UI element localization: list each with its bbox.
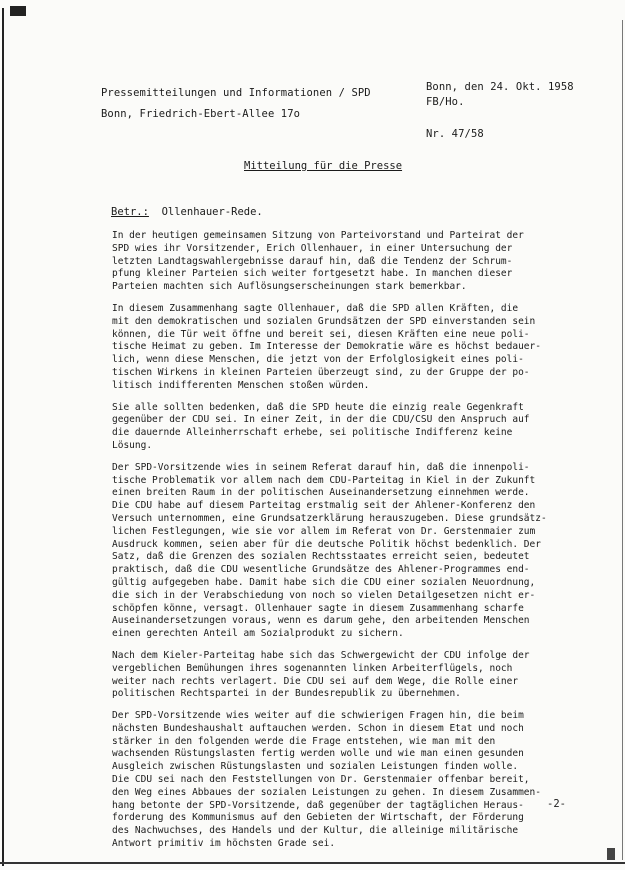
subject-label: Betr.: — [111, 206, 149, 218]
document-date: Bonn, den 24. Okt. 1958 — [426, 81, 574, 93]
text-line: Parteien machten sich Auflösungserscheinungen stark bemerkbar. — [112, 281, 467, 293]
subject-line — [111, 206, 263, 218]
text-line: können, die Tür weit öffne und bereit sei, diesen Kräften eine neue poli- — [112, 328, 530, 340]
scan-mark — [10, 6, 26, 16]
text-line: pfung kleiner Parteien sich weiter fortgesetzt habe. In manchen dieser — [112, 268, 513, 280]
text-line: Lösung. — [112, 439, 153, 451]
document-number: Nr. 47/58 — [426, 128, 484, 140]
text-line: Die CDU sei nach den Feststellungen von Dr. Gerstenmaier offenbar bereit, — [112, 774, 530, 786]
text-line: weiter nach rechts verlagert. Die CDU sei auf dem Wege, die Rolle einer — [112, 675, 519, 687]
text-line: schöpfen könne, versagt. Ollenhauer sagte in diesem Zusammenhang scharfe — [112, 602, 524, 614]
text-line: letzten Landtagswahlergebnisse darauf hin, daß die Tendenz der Schrum- — [112, 255, 513, 267]
page-continuation: -2- — [547, 798, 566, 810]
text-line: litisch indifferenten Menschen stoßen würden. — [112, 379, 370, 391]
text-line: Sie alle sollten bedenken, daß die SPD heute die einzig reale Gegenkraft — [112, 401, 524, 413]
text-line: praktisch, daß die CDU wesentliche Grundsätze des Ahlener-Programmes end- — [112, 564, 530, 576]
paragraph — [112, 462, 582, 641]
text-line: einen gerechten Anteil am Sozialprodukt zu sichern. — [112, 628, 404, 640]
text-line: vergeblichen Bemühungen ihres sogenannten linken Arbeiterflügels, noch — [112, 662, 513, 674]
text-line: hang betonte der SPD-Vorsitzende, daß gegenüber der tagtäglichen Heraus- — [112, 799, 524, 811]
text-line: die dauernde Alleinherrschaft erhebe, sei politische Indifferenz keine — [112, 427, 513, 439]
text-line: forderung des Kommunismus auf den Gebieten der Wirtschaft, der Förderung — [112, 812, 524, 824]
text-line: stärker in den folgenden werde die Frage entstehen, wie man mit den — [112, 735, 496, 747]
paragraph — [112, 402, 582, 453]
text-line: Der SPD-Vorsitzende wies weiter auf die schwierigen Fragen hin, die beim — [112, 710, 524, 722]
text-line: gegenüber der CDU sei. In einer Zeit, in der die CDU/CSU den Anspruch auf — [112, 414, 530, 426]
paragraph — [112, 230, 582, 294]
text-line: mit den demokratischen und sozialen Grundsätzen der SPD einverstanden sein — [112, 315, 536, 327]
body-text — [112, 230, 582, 860]
text-line: tischen Wirkens in kleinen Parteien überzeugt sind, zu der Gruppe der po- — [112, 366, 530, 378]
scan-edge-right — [622, 20, 623, 860]
text-line: In der heutigen gemeinsamen Sitzung von Parteivorstand und Parteirat der — [112, 230, 524, 241]
subject-text: Ollenhauer-Rede. — [161, 206, 263, 218]
text-line: Nach dem Kieler-Parteitag habe sich das Schwergewicht der CDU infolge der — [112, 649, 530, 661]
text-line: nächsten Bundeshaushalt auftauchen werden. Schon in diesem Etat und noch — [112, 722, 524, 734]
text-line: Ausdruck kommen, seien aber für die deutsche Politik höchst bedenklich. Der — [112, 538, 541, 550]
scan-mark — [607, 848, 615, 860]
organization-name: Pressemitteilungen und Informationen / SPD — [101, 87, 371, 99]
text-line: SPD wies ihr Vorsitzender, Erich Ollenhauer, in einer Untersuchung der — [112, 242, 513, 254]
text-line: die sich in der Verabschiedung von noch so vielen Detailgesetzen nicht er- — [112, 589, 536, 601]
text-line: wachsenden Rüstungslasten fertig werden wolle und wie man einen gesunden — [112, 748, 524, 760]
reference-code: FB/Ho. — [426, 96, 465, 108]
scan-edge-bottom — [0, 862, 625, 864]
document-title: Mitteilung für die Presse — [244, 160, 403, 172]
paragraph — [112, 650, 582, 701]
text-line: des Nachwuchses, des Handels und der Kultur, die alleinige militärische — [112, 825, 519, 837]
paragraph — [112, 710, 582, 851]
paragraph — [112, 303, 582, 393]
text-line: In diesem Zusammenhang sagte Ollenhauer, daß die SPD allen Kräften, die — [112, 302, 519, 314]
text-line: Ausgleich zwischen Rüstungslasten und sozialen Leistungen finden wolle. — [112, 761, 519, 773]
text-line: Antwort primitiv im höchsten Grade sei. — [112, 838, 336, 850]
text-line: den Weg eines Abbaues der sozialen Leistungen zu gehen. In diesem Zusammen- — [112, 786, 541, 798]
text-line: tische Problematik vor allem nach dem CDU-Parteitag in Kiel in der Zukunft — [112, 474, 536, 486]
organization-address: Bonn, Friedrich-Ebert-Allee 17o — [101, 108, 301, 120]
text-line: einen breiten Raum in der politischen Auseinandersetzung einnehmen werde. — [112, 487, 530, 499]
text-line: lichen Festlegungen, wie sie vor allem im Referat von Dr. Gerstenmaier zum — [112, 525, 536, 537]
text-line: gültig aufgegeben habe. Damit habe sich die CDU einer sozialen Neuordnung, — [112, 576, 536, 588]
text-line: Satz, daß die Grenzen des sozialen Rechtsstaates erreicht seien, bedeutet — [112, 551, 530, 563]
text-line: politischen Rechtspartei in der Bundesrepublik zu übernehmen. — [112, 688, 461, 700]
text-line: Auseinandersetzungen voraus, wenn es darum gehe, den arbeitenden Menschen — [112, 615, 530, 627]
text-line: Versuch unternommen, eine Grundsatzerklärung herauszugeben. Diese grundsätz- — [112, 512, 547, 524]
scan-edge-left — [2, 8, 4, 866]
text-line: lich, wenn diese Menschen, die jetzt von der Erfolglosigkeit eines poli- — [112, 354, 524, 366]
text-line: Die CDU habe auf diesem Parteitag erstmalig seit der Ahlener-Konferenz den — [112, 500, 536, 512]
text-line: Der SPD-Vorsitzende wies in seinem Referat darauf hin, daß die innenpoli- — [112, 461, 530, 473]
text-line: tische Heimat zu geben. Im Interesse der Demokratie wäre es höchst bedauer- — [112, 341, 541, 353]
